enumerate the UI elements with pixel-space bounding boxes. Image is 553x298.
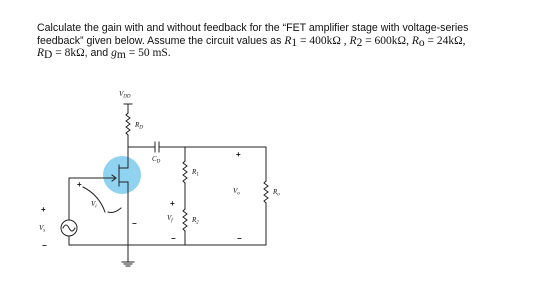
vo-label: $V_o$ bbox=[233, 187, 240, 197]
problem-line-1: Calculate the gain with and without feedback for the “FET amplifier stage with voltage-series bbox=[37, 22, 469, 34]
vi-plus: + bbox=[77, 180, 82, 189]
vf-label: $V_f$ bbox=[167, 214, 173, 224]
separator: , bbox=[406, 34, 412, 47]
vi-arrow bbox=[108, 208, 121, 213]
r1-resistor bbox=[183, 161, 187, 183]
gm-subscript: m bbox=[116, 49, 126, 62]
vo-minus: − bbox=[237, 234, 242, 243]
vs-minus: − bbox=[42, 241, 47, 250]
rd-label: $R_D$ bbox=[135, 121, 143, 131]
r1-subscript: 1 bbox=[291, 36, 298, 49]
ro-resistor bbox=[264, 181, 268, 203]
ro-value: = 24kΩ, bbox=[424, 34, 466, 47]
gm-value: = 50 mS. bbox=[125, 47, 171, 60]
problem-line-2-text: feedback” given below. Assume the circuit values as bbox=[37, 34, 285, 47]
gm-symbol: g bbox=[111, 47, 117, 60]
ro-label: $R_o$ bbox=[273, 188, 280, 198]
and-text: , and bbox=[84, 47, 112, 60]
ro-subscript: o bbox=[418, 36, 425, 49]
rd-subscript: D bbox=[44, 49, 53, 62]
r2-label: $R_2$ bbox=[192, 216, 199, 226]
vi-minus: − bbox=[132, 219, 137, 228]
vdd-label: $V_{DD}$ bbox=[119, 90, 131, 100]
vf-minus: − bbox=[171, 234, 176, 243]
vo-plus: + bbox=[236, 150, 241, 159]
r2-value: = 600kΩ bbox=[362, 34, 407, 47]
r2-subscript: 2 bbox=[356, 36, 363, 49]
r1-symbol: R bbox=[284, 34, 292, 47]
rd-resistor bbox=[126, 113, 130, 135]
rd-value: = 8kΩ bbox=[52, 47, 85, 60]
vf-plus: + bbox=[170, 199, 175, 208]
r2-resistor bbox=[183, 209, 187, 231]
rd-symbol: R bbox=[37, 47, 45, 60]
cd-label: $C_D$ bbox=[152, 155, 161, 165]
ro-symbol: R bbox=[411, 34, 419, 47]
vi-label: $V_i$ bbox=[91, 200, 97, 210]
vs-plus: + bbox=[41, 205, 46, 214]
fet-highlight-circle bbox=[103, 156, 141, 194]
r1-value: = 400kΩ bbox=[297, 34, 341, 47]
r2-symbol: R bbox=[349, 34, 357, 47]
separator: , bbox=[340, 34, 350, 47]
vs-label: $V_s$ bbox=[39, 224, 46, 234]
sine-wave-icon bbox=[63, 225, 75, 231]
r1-label: $R_1$ bbox=[192, 168, 199, 178]
